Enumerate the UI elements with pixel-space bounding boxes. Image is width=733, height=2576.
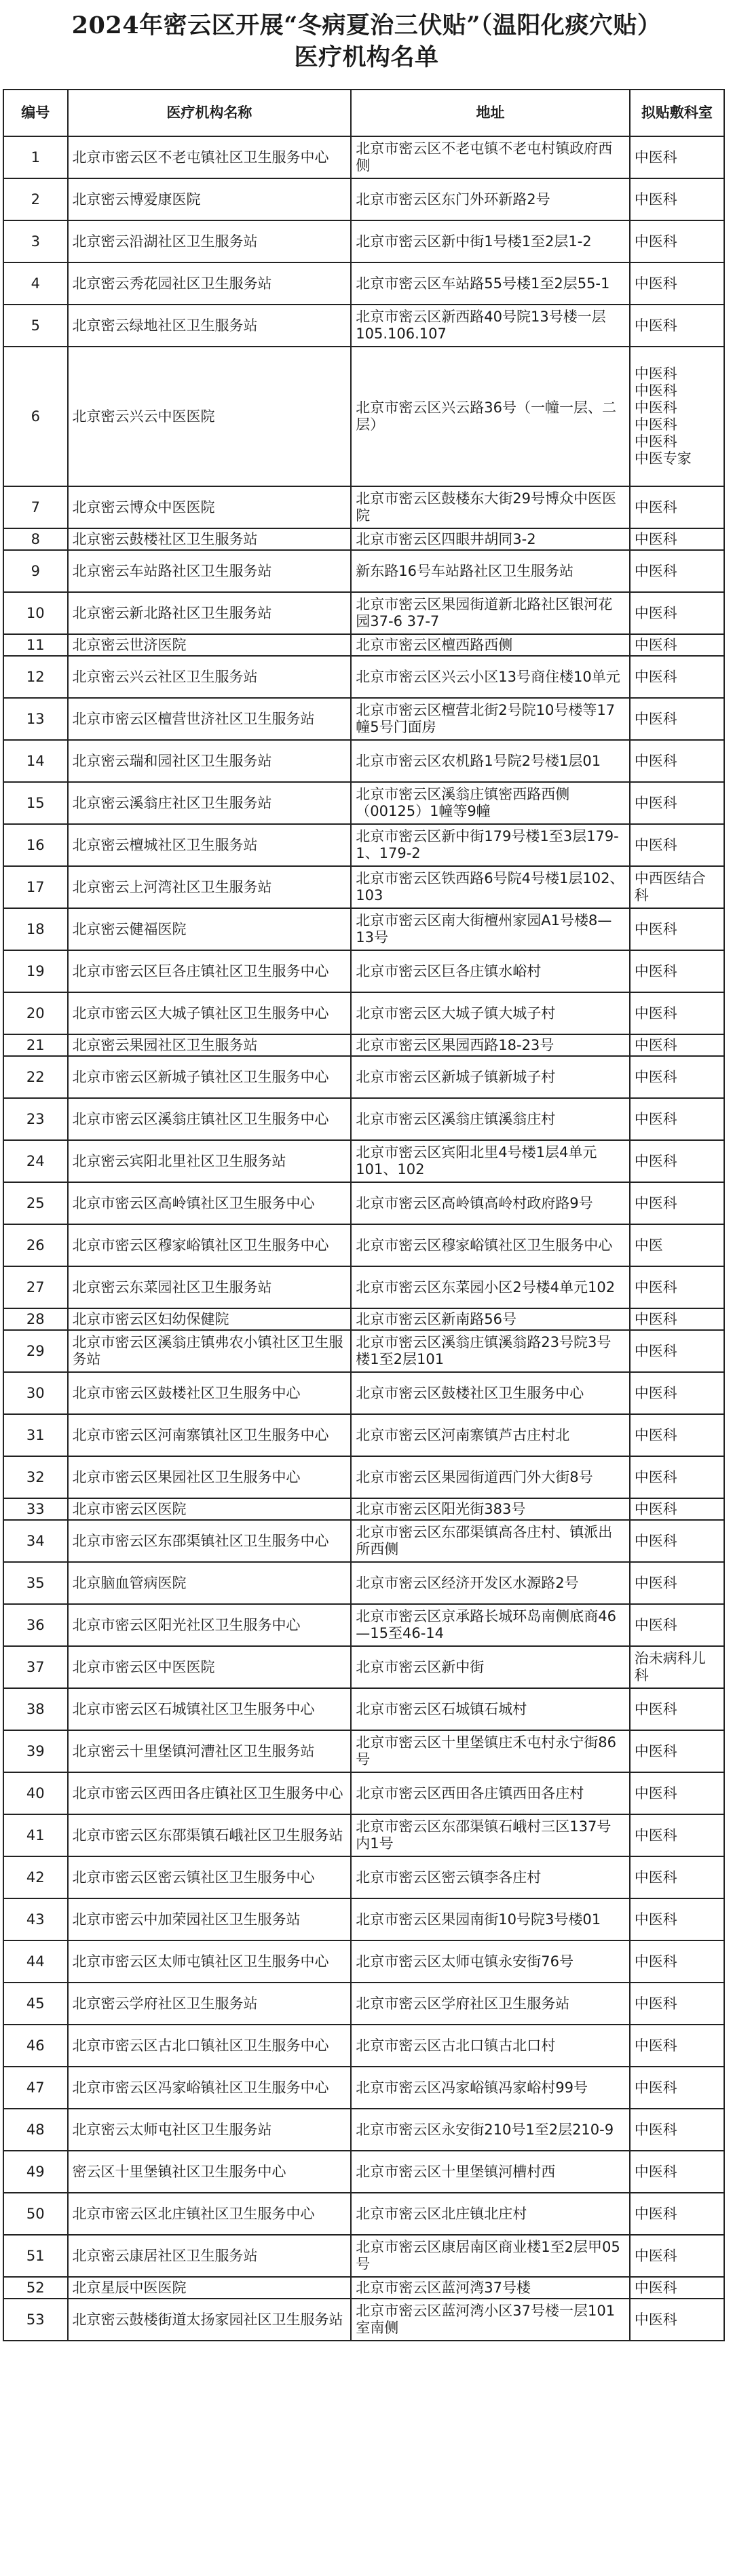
table-row	[3, 2109, 724, 2151]
document-title	[16, 9, 717, 73]
cell-address: 北京市密云区果园街道西门外大街8号	[351, 1456, 629, 1498]
table-row	[3, 1940, 724, 1983]
table-row	[3, 1140, 724, 1182]
cell-department: 中医科	[630, 1562, 724, 1604]
cell-number: 8	[3, 528, 68, 550]
cell-institution-name: 密云区十里堡镇社区卫生服务中心	[68, 2151, 352, 2193]
cell-address: 北京市密云区大城子镇大城子村	[351, 992, 629, 1034]
table-row	[3, 528, 724, 550]
cell-institution-name: 北京密云康居社区卫生服务站	[68, 2235, 352, 2277]
cell-address: 北京市密云区果园街道新北路社区银河花园37-6 37-7	[351, 592, 629, 634]
cell-department: 中医科	[630, 824, 724, 866]
header-department: 拟贴敷科室	[630, 90, 724, 136]
cell-address: 北京市密云区河南寨镇芦古庄村北	[351, 1414, 629, 1456]
table-row	[3, 1604, 724, 1646]
cell-institution-name: 北京密云健福医院	[68, 908, 352, 950]
cell-institution-name: 北京密云新北路社区卫生服务站	[68, 592, 352, 634]
cell-institution-name: 北京密云溪翁庄社区卫生服务站	[68, 782, 352, 824]
cell-number: 36	[3, 1604, 68, 1646]
header-number: 编号	[3, 90, 68, 136]
cell-address: 北京市密云区溪翁庄镇溪翁庄村	[351, 1098, 629, 1140]
cell-number: 52	[3, 2277, 68, 2299]
cell-institution-name: 北京密云宾阳北里社区卫生服务站	[68, 1140, 352, 1182]
table-row	[3, 1730, 724, 1772]
cell-number: 47	[3, 2067, 68, 2109]
cell-institution-name: 北京密云博众中医医院	[68, 486, 352, 528]
cell-department: 中医科	[630, 262, 724, 305]
cell-department: 中医科	[630, 2277, 724, 2299]
cell-address: 北京市密云区十里堡镇庄禾屯村永宁街86号	[351, 1730, 629, 1772]
table-row	[3, 136, 724, 178]
cell-institution-name: 北京市密云区鼓楼社区卫生服务中心	[68, 1372, 352, 1414]
cell-department: 中医科	[630, 782, 724, 824]
cell-address: 北京市密云区兴云小区13号商住楼10单元	[351, 656, 629, 698]
cell-department: 中医科	[630, 1688, 724, 1730]
table-row	[3, 740, 724, 782]
cell-institution-name: 北京密云上河湾社区卫生服务站	[68, 866, 352, 908]
cell-institution-name: 北京市密云区东邵渠镇石峨社区卫生服务站	[68, 1814, 352, 1856]
cell-department: 中医科	[630, 1140, 724, 1182]
cell-number: 46	[3, 2025, 68, 2067]
title-line-1: 2024年密云区开展“冬病夏治三伏贴”（温阳化痰穴贴）	[71, 12, 662, 39]
cell-department: 中医科	[630, 486, 724, 528]
institution-table	[3, 89, 725, 2341]
table-row	[3, 2299, 724, 2341]
cell-address: 北京市密云区南大街檀州家园A1号楼8—13号	[351, 908, 629, 950]
cell-department: 中西医结合科	[630, 866, 724, 908]
cell-institution-name: 北京市密云区太师屯镇社区卫生服务中心	[68, 1940, 352, 1983]
cell-address: 北京市密云区蓝河湾37号楼	[351, 2277, 629, 2299]
cell-institution-name: 北京密云世济医院	[68, 634, 352, 656]
table-row	[3, 1414, 724, 1456]
cell-address: 北京市密云区京承路长城环岛南侧底商46—15至46-14	[351, 1604, 629, 1646]
cell-address: 北京市密云区檀营北街2号院10号楼等17幢5号门面房	[351, 698, 629, 740]
table-row	[3, 634, 724, 656]
cell-address: 北京市密云区檀西路西侧	[351, 634, 629, 656]
cell-number: 35	[3, 1562, 68, 1604]
table-row	[3, 220, 724, 262]
cell-address: 北京市密云区鼓楼社区卫生服务中心	[351, 1372, 629, 1414]
table-header-row	[3, 90, 724, 136]
cell-institution-name: 北京市密云区北庄镇社区卫生服务中心	[68, 2193, 352, 2235]
cell-address: 北京市密云区兴云路36号（一幢一层、二层）	[351, 347, 629, 486]
cell-number: 30	[3, 1372, 68, 1414]
table-row	[3, 550, 724, 592]
cell-address: 北京市密云区溪翁庄镇密西路西侧（00125）1幢等9幢	[351, 782, 629, 824]
cell-number: 2	[3, 178, 68, 220]
table-row	[3, 824, 724, 866]
cell-institution-name: 北京市密云区中医医院	[68, 1646, 352, 1688]
cell-institution-name: 北京市密云区密云镇社区卫生服务中心	[68, 1856, 352, 1898]
cell-department: 中医科	[630, 1983, 724, 2025]
table-row	[3, 2235, 724, 2277]
table-row	[3, 1520, 724, 1562]
table-row	[3, 347, 724, 486]
cell-number: 43	[3, 1898, 68, 1940]
cell-number: 45	[3, 1983, 68, 2025]
cell-address: 北京市密云区太师屯镇永安街76号	[351, 1940, 629, 1983]
cell-institution-name: 北京市密云区穆家峪镇社区卫生服务中心	[68, 1224, 352, 1266]
cell-address: 北京市密云区新中街1号楼1至2层1-2	[351, 220, 629, 262]
cell-institution-name: 北京市密云区阳光社区卫生服务中心	[68, 1604, 352, 1646]
cell-address: 新东路16号车站路社区卫生服务站	[351, 550, 629, 592]
cell-department: 中医科	[630, 2193, 724, 2235]
cell-address: 北京市密云区新中街	[351, 1646, 629, 1688]
cell-institution-name: 北京市密云区溪翁庄镇社区卫生服务中心	[68, 1098, 352, 1140]
cell-department: 中医科	[630, 908, 724, 950]
table-row	[3, 782, 724, 824]
cell-number: 5	[3, 305, 68, 347]
cell-department: 中医科	[630, 2025, 724, 2067]
cell-department: 中医科	[630, 1940, 724, 1983]
cell-department: 中医科	[630, 2109, 724, 2151]
table-row	[3, 698, 724, 740]
cell-number: 21	[3, 1034, 68, 1056]
cell-department: 中医科	[630, 2151, 724, 2193]
table-row	[3, 1182, 724, 1224]
cell-institution-name: 北京市密云中加荣园社区卫生服务站	[68, 1898, 352, 1940]
cell-department: 中医科	[630, 1604, 724, 1646]
cell-institution-name: 北京密云十里堡镇河漕社区卫生服务站	[68, 1730, 352, 1772]
cell-number: 31	[3, 1414, 68, 1456]
cell-institution-name: 北京市密云区高岭镇社区卫生服务中心	[68, 1182, 352, 1224]
cell-institution-name: 北京密云博爱康医院	[68, 178, 352, 220]
cell-address: 北京市密云区新南路56号	[351, 1308, 629, 1330]
table-row	[3, 1308, 724, 1330]
cell-institution-name: 北京密云沿湖社区卫生服务站	[68, 220, 352, 262]
table-row	[3, 1898, 724, 1940]
cell-institution-name: 北京市密云区医院	[68, 1498, 352, 1520]
cell-institution-name: 北京密云鼓楼街道太扬家园社区卫生服务站	[68, 2299, 352, 2341]
cell-institution-name: 北京密云瑞和园社区卫生服务站	[68, 740, 352, 782]
cell-department: 中医科	[630, 634, 724, 656]
cell-institution-name: 北京市密云区西田各庄镇社区卫生服务中心	[68, 1772, 352, 1814]
cell-number: 14	[3, 740, 68, 782]
table-row	[3, 2025, 724, 2067]
cell-institution-name: 北京市密云区石城镇社区卫生服务中心	[68, 1688, 352, 1730]
cell-department: 中医科	[630, 592, 724, 634]
cell-institution-name: 北京市密云区巨各庄镇社区卫生服务中心	[68, 950, 352, 992]
cell-department: 中医科	[630, 1308, 724, 1330]
cell-number: 10	[3, 592, 68, 634]
cell-institution-name: 北京市密云区大城子镇社区卫生服务中心	[68, 992, 352, 1034]
cell-department: 中医科	[630, 136, 724, 178]
table-row	[3, 2151, 724, 2193]
cell-department: 中医科	[630, 1456, 724, 1498]
cell-institution-name: 北京密云车站路社区卫生服务站	[68, 550, 352, 592]
table-row	[3, 950, 724, 992]
cell-address: 北京市密云区康居南区商业楼1至2层甲05号	[351, 2235, 629, 2277]
cell-number: 4	[3, 262, 68, 305]
cell-address: 北京市密云区车站路55号楼1至2层55-1	[351, 262, 629, 305]
header-institution-name: 医疗机构名称	[68, 90, 352, 136]
cell-address: 北京市密云区北庄镇北庄村	[351, 2193, 629, 2235]
cell-address: 北京市密云区不老屯镇不老屯村镇政府西侧	[351, 136, 629, 178]
cell-department: 中医科	[630, 950, 724, 992]
cell-department: 中医科	[630, 2299, 724, 2341]
cell-number: 12	[3, 656, 68, 698]
cell-number: 23	[3, 1098, 68, 1140]
cell-address: 北京市密云区新城子镇新城子村	[351, 1056, 629, 1098]
cell-department: 中医科	[630, 1414, 724, 1456]
cell-institution-name: 北京密云兴云社区卫生服务站	[68, 656, 352, 698]
cell-address: 北京市密云区溪翁庄镇溪翁路23号院3号楼1至2层101	[351, 1330, 629, 1372]
table-row	[3, 2277, 724, 2299]
cell-institution-name: 北京密云秀花园社区卫生服务站	[68, 262, 352, 305]
cell-address: 北京市密云区东邵渠镇石峨村三区137号内1号	[351, 1814, 629, 1856]
table-row	[3, 1456, 724, 1498]
cell-department: 中医科	[630, 1898, 724, 1940]
cell-institution-name: 北京市密云区不老屯镇社区卫生服务中心	[68, 136, 352, 178]
cell-number: 38	[3, 1688, 68, 1730]
table-row	[3, 2067, 724, 2109]
table-row	[3, 1983, 724, 2025]
cell-address: 北京市密云区西田各庄镇西田各庄村	[351, 1772, 629, 1814]
cell-number: 17	[3, 866, 68, 908]
cell-number: 39	[3, 1730, 68, 1772]
table-row	[3, 1224, 724, 1266]
cell-institution-name: 北京密云太师屯社区卫生服务站	[68, 2109, 352, 2151]
cell-institution-name: 北京市密云区古北口镇社区卫生服务中心	[68, 2025, 352, 2067]
table-body	[3, 136, 724, 2341]
cell-number: 16	[3, 824, 68, 866]
cell-department: 中医科	[630, 550, 724, 592]
cell-number: 40	[3, 1772, 68, 1814]
table-row	[3, 992, 724, 1034]
cell-number: 29	[3, 1330, 68, 1372]
cell-department: 中医科	[630, 1098, 724, 1140]
cell-address: 北京市密云区铁西路6号院4号楼1层102、103	[351, 866, 629, 908]
cell-number: 48	[3, 2109, 68, 2151]
cell-number: 25	[3, 1182, 68, 1224]
cell-address: 北京市密云区经济开发区水源路2号	[351, 1562, 629, 1604]
cell-department: 中医科	[630, 1034, 724, 1056]
cell-department: 中医科	[630, 1330, 724, 1372]
cell-number: 34	[3, 1520, 68, 1562]
table-row	[3, 1856, 724, 1898]
cell-address: 北京市密云区石城镇石城村	[351, 1688, 629, 1730]
cell-department: 中医科	[630, 1182, 724, 1224]
cell-department: 中医	[630, 1224, 724, 1266]
title-line-2: 医疗机构名单	[294, 43, 439, 71]
cell-address: 北京市密云区穆家峪镇社区卫生服务中心	[351, 1224, 629, 1266]
cell-address: 北京市密云区蓝河湾小区37号楼一层101室南侧	[351, 2299, 629, 2341]
table-row	[3, 592, 724, 634]
cell-institution-name: 北京密云檀城社区卫生服务站	[68, 824, 352, 866]
table-row	[3, 305, 724, 347]
cell-department: 中医科	[630, 1372, 724, 1414]
table-row	[3, 1372, 724, 1414]
table-row	[3, 178, 724, 220]
table-row	[3, 1814, 724, 1856]
cell-department: 中医科	[630, 1266, 724, 1308]
cell-institution-name: 北京脑血管病医院	[68, 1562, 352, 1604]
table-row	[3, 1772, 724, 1814]
table-row	[3, 1098, 724, 1140]
cell-address: 北京市密云区新中街179号楼1至3层179-1、179-2	[351, 824, 629, 866]
cell-number: 11	[3, 634, 68, 656]
table-row	[3, 656, 724, 698]
cell-department: 中医科	[630, 1856, 724, 1898]
cell-number: 9	[3, 550, 68, 592]
cell-number: 13	[3, 698, 68, 740]
table-row	[3, 1034, 724, 1056]
cell-institution-name: 北京密云绿地社区卫生服务站	[68, 305, 352, 347]
cell-address: 北京市密云区宾阳北里4号楼1层4单元101、102	[351, 1140, 629, 1182]
cell-address: 北京市密云区阳光街383号	[351, 1498, 629, 1520]
cell-address: 北京市密云区十里堡镇河槽村西	[351, 2151, 629, 2193]
cell-institution-name: 北京市密云区冯家峪镇社区卫生服务中心	[68, 2067, 352, 2109]
table-row	[3, 908, 724, 950]
cell-department: 中医科	[630, 1056, 724, 1098]
cell-address: 北京市密云区永安街210号1至2层210-9	[351, 2109, 629, 2151]
cell-department: 中医科	[630, 220, 724, 262]
cell-number: 42	[3, 1856, 68, 1898]
cell-department: 中医科	[630, 178, 724, 220]
cell-department: 中医科	[630, 1772, 724, 1814]
cell-address: 北京市密云区新西路40号院13号楼一层105.106.107	[351, 305, 629, 347]
cell-department: 中医科	[630, 1520, 724, 1562]
cell-address: 北京市密云区四眼井胡同3-2	[351, 528, 629, 550]
cell-number: 33	[3, 1498, 68, 1520]
cell-address: 北京市密云区学府社区卫生服务站	[351, 1983, 629, 2025]
table-row	[3, 866, 724, 908]
cell-address: 北京市密云区古北口镇古北口村	[351, 2025, 629, 2067]
cell-number: 51	[3, 2235, 68, 2277]
cell-department: 中医科	[630, 740, 724, 782]
cell-number: 20	[3, 992, 68, 1034]
cell-number: 19	[3, 950, 68, 992]
table-row	[3, 1646, 724, 1688]
cell-number: 44	[3, 1940, 68, 1983]
table-row	[3, 1266, 724, 1308]
cell-address: 北京市密云区密云镇李各庄村	[351, 1856, 629, 1898]
cell-number: 1	[3, 136, 68, 178]
cell-address: 北京市密云区巨各庄镇水峪村	[351, 950, 629, 992]
cell-number: 27	[3, 1266, 68, 1308]
cell-institution-name: 北京市密云区河南寨镇社区卫生服务中心	[68, 1414, 352, 1456]
cell-institution-name: 北京密云东菜园社区卫生服务站	[68, 1266, 352, 1308]
cell-institution-name: 北京密云果园社区卫生服务站	[68, 1034, 352, 1056]
cell-number: 50	[3, 2193, 68, 2235]
cell-number: 24	[3, 1140, 68, 1182]
cell-department: 中医科	[630, 2067, 724, 2109]
cell-number: 37	[3, 1646, 68, 1688]
table-row	[3, 1330, 724, 1372]
cell-department: 中医科	[630, 1498, 724, 1520]
cell-address: 北京市密云区东邵渠镇高各庄村、镇派出所西侧	[351, 1520, 629, 1562]
cell-address: 北京市密云区果园南街10号院3号楼01	[351, 1898, 629, 1940]
cell-institution-name: 北京市密云区妇幼保健院	[68, 1308, 352, 1330]
cell-number: 15	[3, 782, 68, 824]
cell-institution-name: 北京市密云区檀营世济社区卫生服务站	[68, 698, 352, 740]
cell-number: 53	[3, 2299, 68, 2341]
cell-number: 22	[3, 1056, 68, 1098]
cell-institution-name: 北京市密云区东邵渠镇社区卫生服务中心	[68, 1520, 352, 1562]
cell-address: 北京市密云区东菜园小区2号楼4单元102	[351, 1266, 629, 1308]
cell-number: 28	[3, 1308, 68, 1330]
cell-address: 北京市密云区果园西路18-23号	[351, 1034, 629, 1056]
cell-number: 18	[3, 908, 68, 950]
table-row	[3, 486, 724, 528]
header-address: 地址	[351, 90, 629, 136]
cell-number: 7	[3, 486, 68, 528]
cell-number: 3	[3, 220, 68, 262]
table-row	[3, 1498, 724, 1520]
cell-institution-name: 北京市密云区新城子镇社区卫生服务中心	[68, 1056, 352, 1098]
cell-department: 中医科	[630, 656, 724, 698]
cell-address: 北京市密云区高岭镇高岭村政府路9号	[351, 1182, 629, 1224]
cell-institution-name: 北京星辰中医医院	[68, 2277, 352, 2299]
table-row	[3, 2193, 724, 2235]
table-row	[3, 1056, 724, 1098]
cell-address: 北京市密云区冯家峪镇冯家峪村99号	[351, 2067, 629, 2109]
cell-department: 中医科	[630, 305, 724, 347]
cell-department: 中医科 中医科 中医科 中医科 中医科 中医专家	[630, 347, 724, 486]
cell-department: 中医科	[630, 2235, 724, 2277]
cell-address: 北京市密云区农机路1号院2号楼1层01	[351, 740, 629, 782]
table-row	[3, 1688, 724, 1730]
cell-institution-name: 北京市密云区果园社区卫生服务中心	[68, 1456, 352, 1498]
cell-department: 中医科	[630, 698, 724, 740]
cell-institution-name: 北京密云鼓楼社区卫生服务站	[68, 528, 352, 550]
cell-department: 中医科	[630, 1730, 724, 1772]
cell-address: 北京市密云区鼓楼东大街29号博众中医医院	[351, 486, 629, 528]
cell-number: 6	[3, 347, 68, 486]
cell-number: 41	[3, 1814, 68, 1856]
cell-department: 中医科	[630, 1814, 724, 1856]
table-row	[3, 1562, 724, 1604]
cell-address: 北京市密云区东门外环新路2号	[351, 178, 629, 220]
cell-number: 32	[3, 1456, 68, 1498]
cell-number: 26	[3, 1224, 68, 1266]
cell-department: 治未病科儿科	[630, 1646, 724, 1688]
table-row	[3, 262, 724, 305]
cell-institution-name: 北京密云兴云中医医院	[68, 347, 352, 486]
cell-institution-name: 北京密云学府社区卫生服务站	[68, 1983, 352, 2025]
cell-department: 中医科	[630, 992, 724, 1034]
cell-institution-name: 北京市密云区溪翁庄镇弗农小镇社区卫生服务站	[68, 1330, 352, 1372]
cell-number: 49	[3, 2151, 68, 2193]
cell-department: 中医科	[630, 528, 724, 550]
